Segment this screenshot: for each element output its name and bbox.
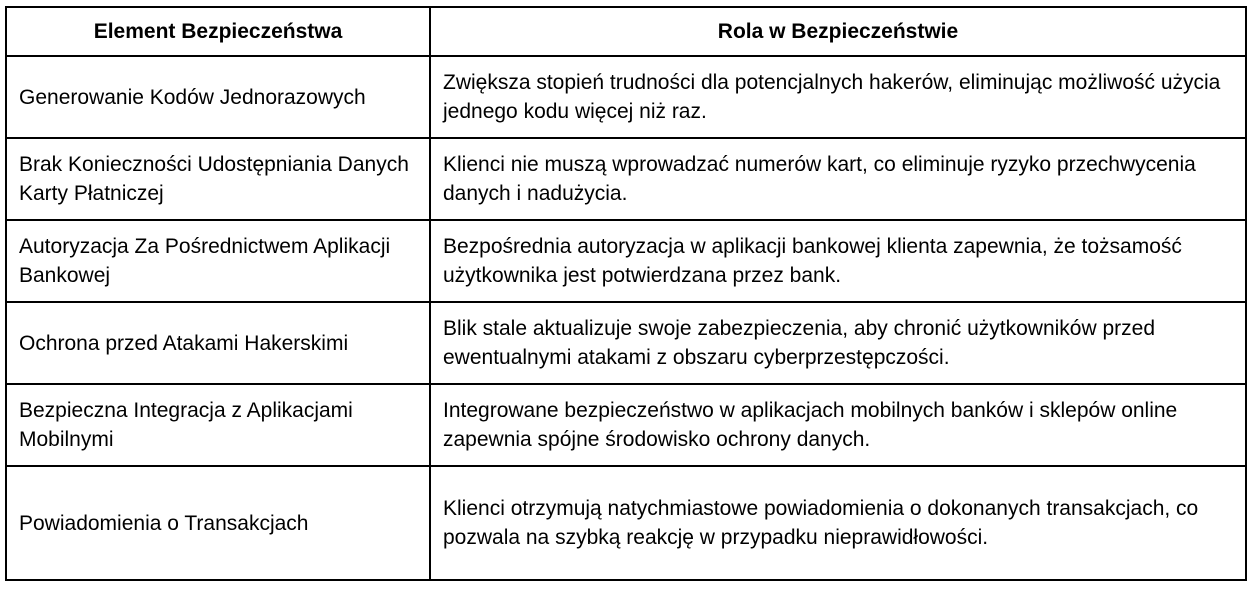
cell-role: Klienci otrzymują natychmiastowe powiadomienia o dokonanych transakcjach, co pozwala na szybką reakcję w przypadku nieprawidłowości. <box>430 466 1246 580</box>
header-element: Element Bezpieczeństwa <box>6 7 430 56</box>
cell-element: Ochrona przed Atakami Hakerskimi <box>6 302 430 384</box>
header-role: Rola w Bezpieczeństwie <box>430 7 1246 56</box>
table-row <box>6 466 1246 580</box>
cell-role: Klienci nie muszą wprowadzać numerów kart, co eliminuje ryzyko przechwycenia danych i nadużycia. <box>430 138 1246 220</box>
table-row <box>6 220 1246 302</box>
table-row <box>6 384 1246 466</box>
cell-element: Brak Konieczności Udostępniania Danych Karty Płatniczej <box>6 138 430 220</box>
cell-role: Bezpośrednia autoryzacja w aplikacji bankowej klienta zapewnia, że tożsamość użytkownika jest potwierdzana przez bank. <box>430 220 1246 302</box>
cell-role: Blik stale aktualizuje swoje zabezpieczenia, aby chronić użytkowników przed ewentualnymi atakami z obszaru cyberprzestępczości. <box>430 302 1246 384</box>
cell-role: Zwiększa stopień trudności dla potencjalnych hakerów, eliminując możliwość użycia jednego kodu więcej niż raz. <box>430 56 1246 138</box>
table-header-row <box>6 7 1246 56</box>
cell-element: Bezpieczna Integracja z Aplikacjami Mobilnymi <box>6 384 430 466</box>
table-row <box>6 56 1246 138</box>
cell-role: Integrowane bezpieczeństwo w aplikacjach mobilnych banków i sklepów online zapewnia spójne środowisko ochrony danych. <box>430 384 1246 466</box>
cell-element: Powiadomienia o Transakcjach <box>6 466 430 580</box>
cell-element: Autoryzacja Za Pośrednictwem Aplikacji Bankowej <box>6 220 430 302</box>
table-row <box>6 302 1246 384</box>
table-row <box>6 138 1246 220</box>
security-table <box>5 6 1247 581</box>
cell-element: Generowanie Kodów Jednorazowych <box>6 56 430 138</box>
